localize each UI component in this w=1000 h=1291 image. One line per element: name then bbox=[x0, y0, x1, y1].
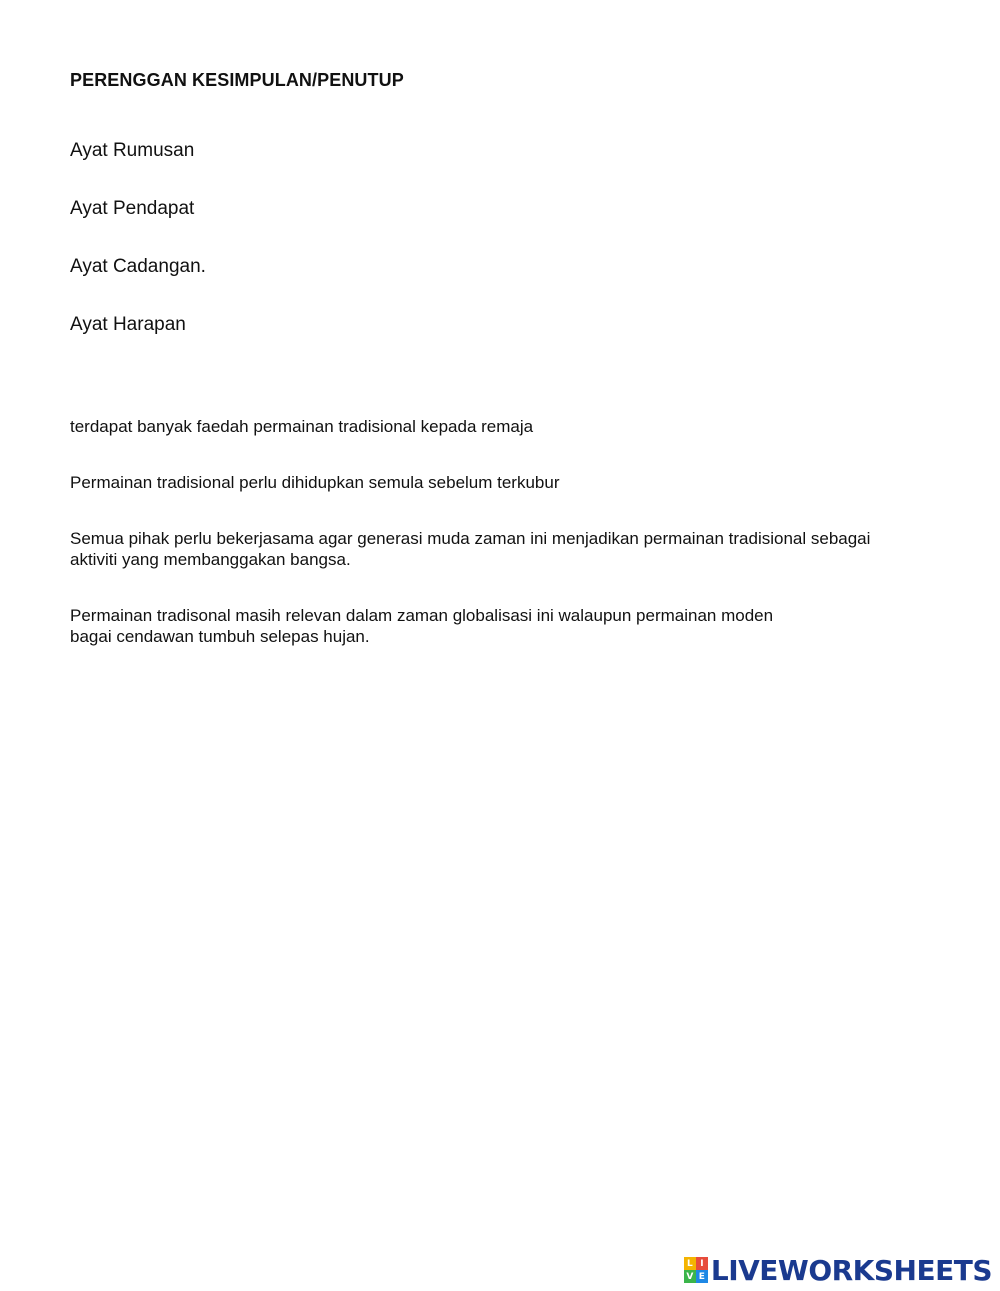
sentence-line: Permainan tradisonal masih relevan dalam zaman globalisasi ini walaupun permainan moden bbox=[70, 606, 774, 625]
page-title: PERENGGAN KESIMPULAN/PENUTUP bbox=[70, 70, 404, 90]
logo-cube-letter: I bbox=[696, 1257, 708, 1270]
sentence-3 bbox=[70, 528, 940, 570]
label-ayat-cadangan: Ayat Cadangan. bbox=[70, 256, 206, 277]
sentence-line: Semua pihak perlu bekerjasama agar generasi muda zaman ini menjadikan permainan tradisional sebagai bbox=[70, 529, 871, 548]
logo-cube-icon bbox=[684, 1257, 708, 1283]
logo-cube-letter: E bbox=[696, 1270, 708, 1283]
logo-cube-letter: V bbox=[684, 1270, 696, 1283]
sentence-line: Permainan tradisional perlu dihidupkan semula sebelum terkubur bbox=[70, 473, 560, 492]
sentence-2 bbox=[70, 472, 940, 493]
sentence-1 bbox=[70, 416, 940, 437]
sentence-line: aktiviti yang membanggakan bangsa. bbox=[70, 550, 351, 569]
sentence-line: bagai cendawan tumbuh selepas hujan. bbox=[70, 627, 370, 646]
logo-cube-letter: L bbox=[684, 1257, 696, 1270]
sentence-line: terdapat banyak faedah permainan tradisional kepada remaja bbox=[70, 417, 534, 436]
logo-text: LIVEWORKSHEETS bbox=[710, 1253, 992, 1287]
sentence-4 bbox=[70, 605, 940, 647]
label-ayat-pendapat: Ayat Pendapat bbox=[70, 198, 195, 219]
label-ayat-rumusan: Ayat Rumusan bbox=[70, 140, 195, 161]
liveworksheets-logo bbox=[684, 1254, 992, 1286]
label-ayat-harapan: Ayat Harapan bbox=[70, 314, 186, 335]
